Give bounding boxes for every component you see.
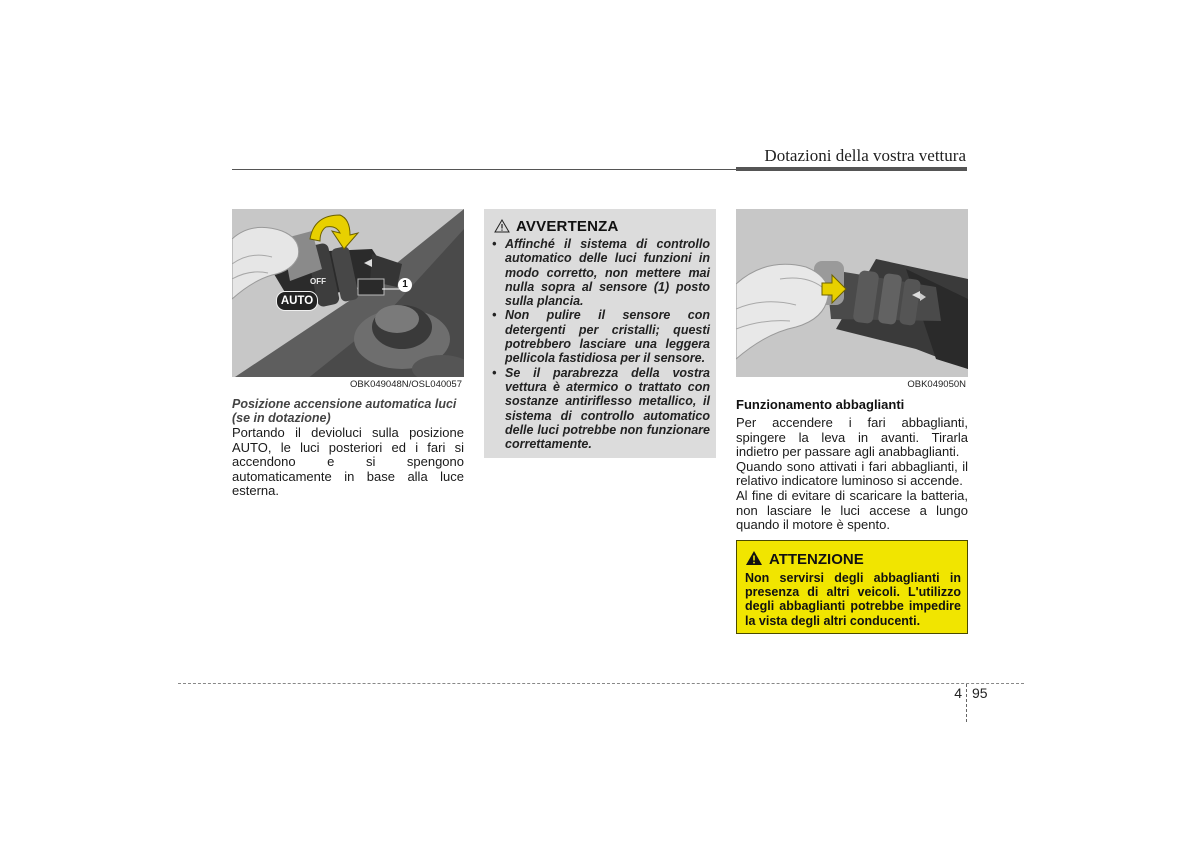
high-beam-paragraph: Al fine di evitare di scaricare la batteria, non lasciare le luci accese a lungo quando il motore è spento.	[736, 487, 968, 533]
caution-text: Non servirsi degli abbaglianti in presenza di altri veicoli. L'utilizzo degli abbaglianti potrebbe impedire la vista degli altri conducenti.	[745, 571, 961, 628]
high-beam-illustration	[736, 209, 968, 391]
high-beam-description	[736, 416, 968, 533]
high-beam-paragraph: Quando sono attivati i fari abbaglianti, il relativo indicatore luminoso si accende.	[736, 458, 968, 489]
page-number-divider	[966, 684, 967, 722]
warning-box	[484, 209, 716, 458]
caution-triangle-icon	[745, 550, 763, 566]
warning-triangle-icon	[494, 219, 510, 233]
warning-list	[492, 237, 710, 451]
warning-item: • Se il parabrezza della vostra vettura è atermico o trattato con sostanze antiriflesso metallico, il sistema di controllo automatico delle luci potrebbe non funzionare correttamente.	[492, 365, 710, 452]
auto-light-illustration	[232, 209, 464, 391]
page-number: 95	[972, 685, 988, 701]
high-beam-paragraph: Per accendere i fari abbaglianti, spingere la leva in avanti. Tirarla indietro per passare agli anabbaglianti.	[736, 415, 968, 460]
warning-item: • Affinché il sistema di controllo automatico delle luci funzioni in modo corretto, non mettere mai nulla sopra al sensore (1) posto sulla plancia.	[492, 237, 710, 309]
caution-title: ATTENZIONE	[769, 551, 864, 568]
warning-title: AVVERTENZA	[516, 218, 619, 235]
off-label: OFF	[310, 277, 326, 286]
auto-light-paragraph: Portando il devioluci sulla posizione AUTO, le luci posteriori ed i fari si accendono e si spengono automaticamente in base alla luce esterna.	[232, 425, 464, 499]
auto-light-description	[232, 426, 464, 499]
chapter-number: 4	[954, 685, 962, 701]
auto-badge: AUTO	[276, 291, 318, 311]
high-beam-heading: Funzionamento abbaglianti	[736, 397, 905, 412]
footer-rule	[178, 683, 1024, 684]
figure-caption: Posizione accensione automatica luci (se in dotazione)	[232, 397, 457, 425]
header-rule	[232, 169, 736, 170]
caution-box	[736, 540, 968, 634]
sensor-callout-number: 1	[398, 278, 412, 292]
figure-code-right: OBK049050N	[907, 379, 966, 390]
warning-item: • Non pulire il sensore con detergenti per cristalli; questi potrebbero lasciare una leggera pellicola fastidiosa per il sensore.	[492, 308, 710, 366]
figure-code-left: OBK049048N/OSL040057	[350, 379, 462, 390]
header-rule-accent	[736, 167, 967, 171]
section-title: Dotazioni della vostra vettura	[764, 146, 966, 165]
